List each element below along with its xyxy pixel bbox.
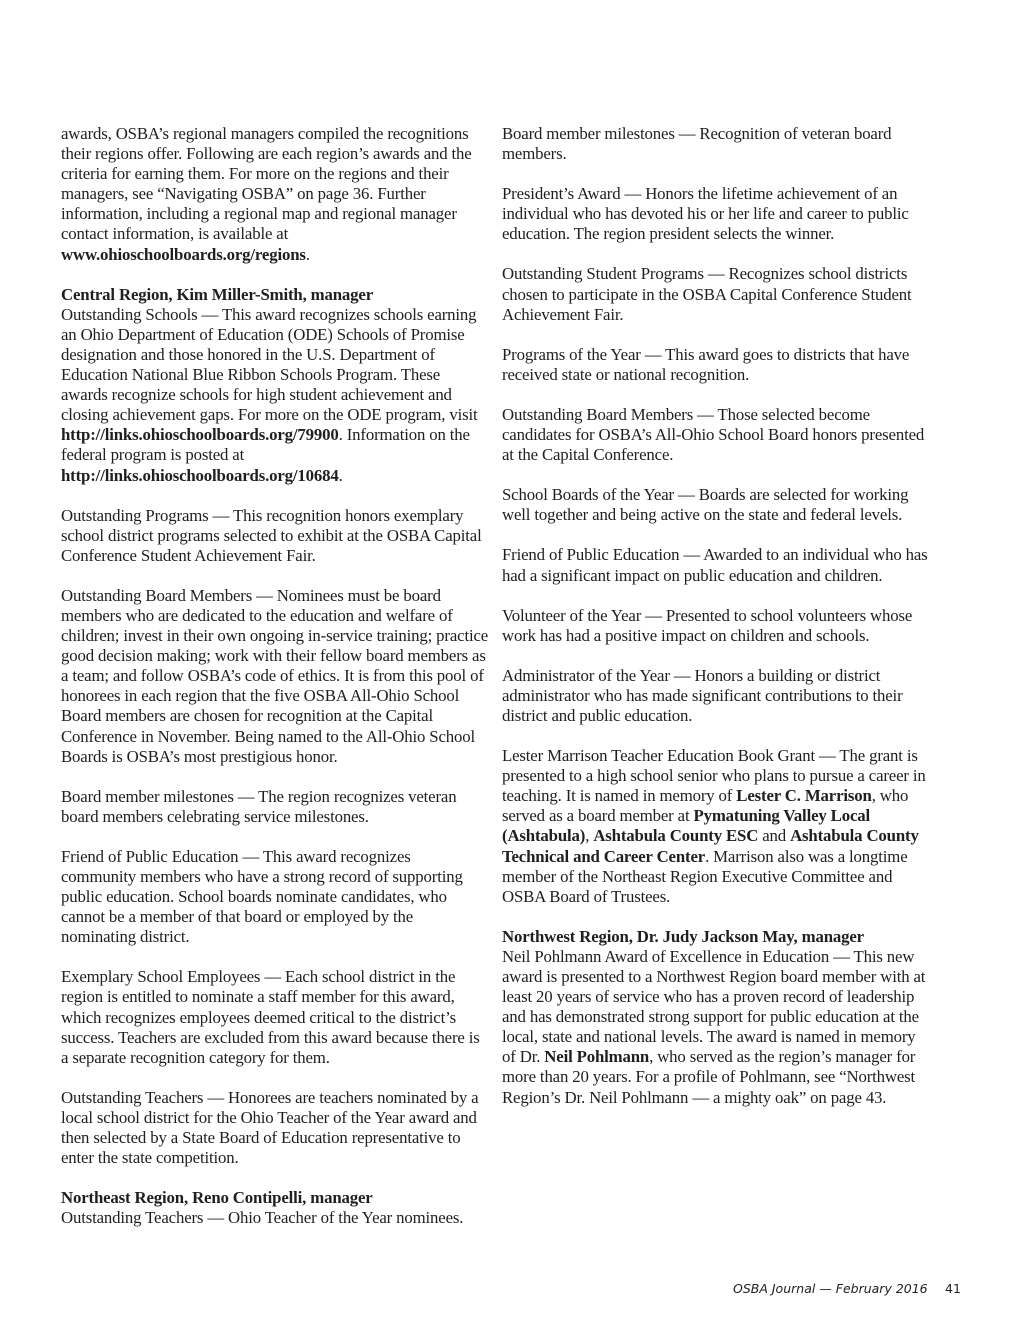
regions-link[interactable]: www.ohioschoolboards.org/regions xyxy=(61,244,306,264)
paragraph-programs-of-the-year: Programs of the Year — This award goes to districts that have received state or national recognition. xyxy=(502,344,910,384)
paragraph-volunteer-of-the-year: Volunteer of the Year — Presented to school volunteers whose work has had a positive impact on children and schools. xyxy=(502,605,913,645)
intro-paragraph: awards, OSBA’s regional managers compiled the recognitions their regions offer. Following are each region’s awards and the criteria for earning them. For more on the regions and their managers, see “Navigating OSBA” on page 36. Further information, including a regional map and regional manager contact information, is available at www.ohioschoolboards.org/regions. xyxy=(61,124,472,264)
org-name: Ashtabula County Technical and Career Center xyxy=(502,826,919,866)
page-footer xyxy=(733,1281,961,1296)
paragraph-friend-of-public-education-ne: Friend of Public Education — Awarded to an individual who has had a significant impact on public education and children. xyxy=(502,545,928,585)
central-region-section: Central Region, Kim Miller-Smith, manager Outstanding Schools — This award recognizes schools earning an Ohio Department of Education (ODE) Schools of Promise designation and those honored in the U.S. Department of Education National Blue Ribbon Schools Program. These awards recognize schools for high student achievement and closing achievement gaps. For more on the ODE program, visit http://links.ohioschoolboards.org/79900. Information on the federal program is posted at http://links.ohioschoolboards.org/10684. xyxy=(61,285,489,486)
left-column xyxy=(61,124,489,1248)
honoree-name: Neil Pohlmann xyxy=(544,1047,650,1067)
paragraph-presidents-award: President’s Award — Honors the lifetime achievement of an individual who has devoted his or her life and career to public education. The region president selects the winner. xyxy=(502,184,909,244)
paragraph-school-boards-of-the-year: School Boards of the Year — Boards are selected for working well together and being active on the state and federal levels. xyxy=(502,485,909,525)
northwest-region-section: Northwest Region, Dr. Judy Jackson May, manager Neil Pohlmann Award of Excellence in Education — This new award is presented to a Northwest Region board member with at least 20 years of service who has a proven record of leadership and has demonstrated strong support for public education at the local, state and national levels. The award is named in memory of Dr. Neil Pohlmann, who served as the region’s manager for more than 20 years. For a profile of Pohlmann, see “Northwest Region’s Dr. Neil Pohlmann — a mighty oak” on page 43. xyxy=(502,927,932,1108)
paragraph-book-grant: Lester Marrison Teacher Education Book Grant — The grant is presented to a high school senior who plans to pursue a career in teaching. It is named in memory of Lester C. Marrison, who served as a board member at Pymatuning Valley Local (Ashtabula), Ashtabula County ESC and Ashtabula County Technical and Career Center. Marrison also was a longtime member of the Northeast Region Executive Committee and OSBA Board of Trustees. xyxy=(502,746,926,906)
paragraph-board-member-milestones: Board member milestones — The region recognizes veteran board members celebrating service milestones. xyxy=(61,786,457,826)
paragraph-administrator-of-the-year: Administrator of the Year — Honors a building or district administrator who has made significant contributions to their district and public education. xyxy=(502,665,903,725)
page-number: 41 xyxy=(945,1281,961,1296)
federal-link[interactable]: http://links.ohioschoolboards.org/10684 xyxy=(61,465,339,485)
northeast-region-section: Northeast Region, Reno Contipelli, manager Outstanding Teachers — Ohio Teacher of the Year nominees. xyxy=(61,1188,489,1228)
paragraph-outstanding-board-members-ne: Outstanding Board Members — Those selected become candidates for OSBA’s All-Ohio School Board honors presented at the Capital Conference. xyxy=(502,404,925,465)
section-heading-central: Central Region, Kim Miller-Smith, manager xyxy=(61,284,374,304)
paragraph-outstanding-programs: Outstanding Programs — This recognition honors exemplary school district programs selected to exhibit at the OSBA Capital Conference Student Achievement Fair. xyxy=(61,505,482,565)
honoree-name: Lester C. Marrison xyxy=(736,786,872,806)
org-name: Ashtabula County ESC xyxy=(593,826,759,846)
section-heading-northeast: Northeast Region, Reno Contipelli, manager xyxy=(61,1188,373,1208)
paragraph-friend-of-public-education: Friend of Public Education — This award recognizes community members who have a strong record of supporting public education. School boards nominate candidates, who cannot be a member of that board or employed by the nominating district. xyxy=(61,846,463,947)
org-name: Pymatuning Valley Local (Ashtabula) xyxy=(502,806,871,846)
section-heading-northwest: Northwest Region, Dr. Judy Jackson May, manager xyxy=(502,926,864,946)
paragraph-outstanding-student-programs: Outstanding Student Programs — Recognizes school districts chosen to participate in the OSBA Capital Conference Student Achievement Fair. xyxy=(502,264,912,324)
paragraph-outstanding-teachers: Outstanding Teachers — Honorees are teachers nominated by a local school district for the Ohio Teacher of the Year award and then selected by a State Board of Education representative to enter the state competition. xyxy=(61,1087,479,1168)
journal-title: OSBA Journal — February 2016 xyxy=(733,1281,928,1296)
ode-link[interactable]: http://links.ohioschoolboards.org/79900 xyxy=(61,425,339,445)
paragraph-board-member-milestones-ne: Board member milestones — Recognition of veteran board members. xyxy=(502,124,892,164)
paragraph-outstanding-board-members: Outstanding Board Members — Nominees must be board members who are dedicated to the education and welfare of children; invest in their own ongoing in-service training; practice good decision making; work with their fellow board members as a team; and follow OSBA’s code of ethics. It is from this pool of honorees in each region that the five OSBA All-Ohio School Board members are chosen for recognition at the Capital Conference in November. Being named to the All-Ohio School Boards is OSBA’s most prestigious honor. xyxy=(61,585,489,766)
right-column xyxy=(502,124,932,1128)
paragraph-exemplary-school-employees: Exemplary School Employees — Each school district in the region is entitled to nominate a staff member for this award, which recognizes employees deemed critical to the district’s success. Teachers are excluded from this award because there is a separate recognition category for them. xyxy=(61,967,480,1067)
